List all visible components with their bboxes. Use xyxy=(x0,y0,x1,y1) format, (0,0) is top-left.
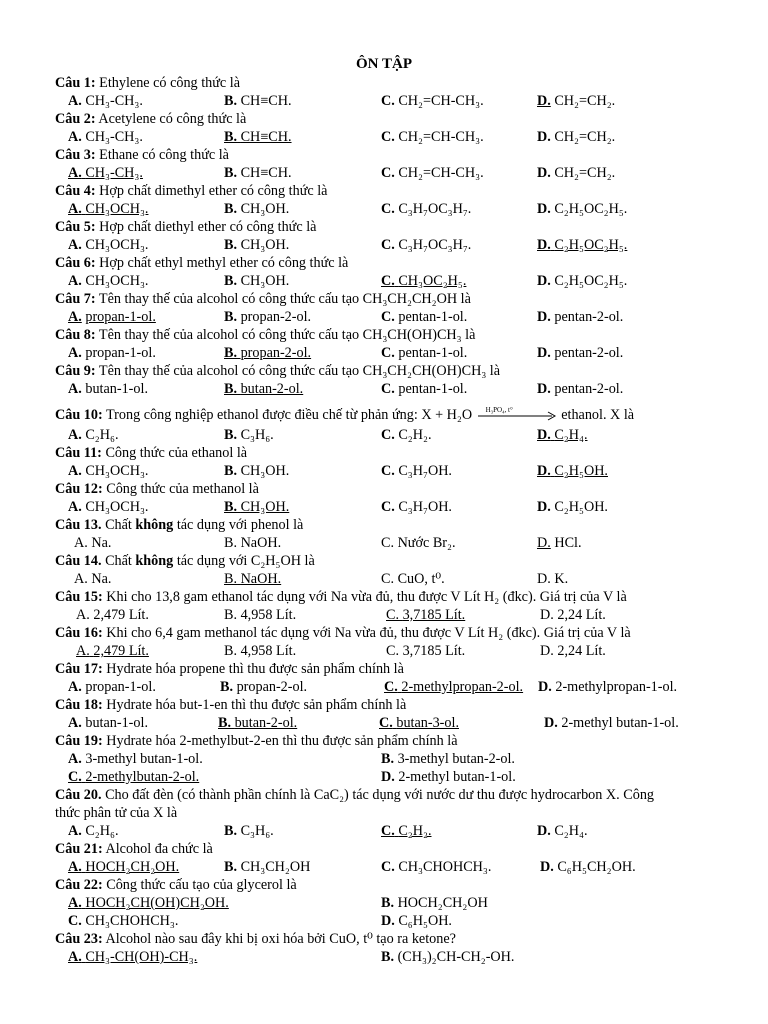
option-c: C. C₂H₂. xyxy=(381,427,432,443)
options-19-row2 xyxy=(0,768,768,786)
option-a: A. CH₃OCH₃. xyxy=(68,237,149,253)
option-b: B. NaOH. xyxy=(224,535,282,551)
question-text: Công thức của methanol là xyxy=(106,481,259,497)
option-d: D. 2-methyl butan-1-ol. xyxy=(544,715,679,731)
option-c: C. Nước Br₂. xyxy=(381,535,456,551)
question-label: Câu 15: xyxy=(55,589,103,605)
option-a: A. CH₃-CH₃. xyxy=(68,93,143,109)
question-text: Hợp chất ethyl methyl ether có công thức là xyxy=(99,255,349,271)
options-4 xyxy=(0,200,768,218)
question-text: Hợp chất dimethyl ether có công thức là xyxy=(99,183,328,199)
options-19-row1 xyxy=(0,750,768,768)
options-15 xyxy=(0,606,768,624)
question-3 xyxy=(55,146,229,164)
option-b: B. CH₃OH. xyxy=(224,273,290,289)
option-c: C. C₂H₂. xyxy=(381,823,432,839)
question-10 xyxy=(55,406,634,424)
option-a: A. propan-1-ol. xyxy=(68,345,156,361)
options-7 xyxy=(0,308,768,326)
arrow-icon xyxy=(476,411,558,421)
option-b: B. 3-methyl butan-2-ol. xyxy=(381,751,515,767)
options-13 xyxy=(0,534,768,552)
option-c: C. 2-methylbutan-2-ol. xyxy=(68,769,200,785)
page-title: ÔN TẬP xyxy=(356,56,412,72)
option-c: C. C₃H₇OH. xyxy=(381,463,452,479)
question-21 xyxy=(55,840,213,858)
question-label: Câu 5: xyxy=(55,219,96,235)
option-c: C. pentan-1-ol. xyxy=(381,381,468,397)
option-d: D. C₂H₄. xyxy=(537,427,588,443)
question-text: Alcohol đa chức là xyxy=(105,841,213,857)
option-a: A. 2,479 Lít. xyxy=(76,643,149,659)
question-label: Câu 14. xyxy=(55,553,102,569)
option-a: A. CH₃OCH₃. xyxy=(68,201,149,217)
question-label: Câu 8: xyxy=(55,327,96,343)
option-d: D. pentan-2-ol. xyxy=(537,345,624,361)
question-label: Câu 3: xyxy=(55,147,96,163)
option-c: C. butan-3-ol. xyxy=(379,715,459,731)
option-d: D. pentan-2-ol. xyxy=(537,381,624,397)
reaction-condition: H₃PO₄, t° xyxy=(485,405,513,414)
options-17 xyxy=(0,678,768,696)
question-5 xyxy=(55,218,316,236)
question-17 xyxy=(55,660,404,678)
question-text: Ethylene có công thức là xyxy=(99,75,240,91)
options-11 xyxy=(0,462,768,480)
option-d: D. C₆H₅OH. xyxy=(381,913,452,929)
question-13: Câu 13. Chất không tác dụng với phenol là xyxy=(55,517,304,533)
question-7 xyxy=(55,290,471,308)
option-d: D. pentan-2-ol. xyxy=(537,309,624,325)
option-c: C. CH₂=CH-CH₃. xyxy=(381,165,484,181)
question-label: Câu 1: xyxy=(55,75,96,91)
options-1 xyxy=(0,92,768,110)
question-text: Alcohol nào sau đây khi bị oxi hóa bởi CuO, t⁰ tạo ra ketone? xyxy=(105,931,456,947)
option-c: C. CH₂=CH-CH₃. xyxy=(381,129,484,145)
option-c: C. pentan-1-ol. xyxy=(381,345,468,361)
question-label: Câu 22: xyxy=(55,877,103,893)
options-22-row1 xyxy=(0,894,768,912)
option-b: B. CH≡CH. xyxy=(224,93,292,109)
option-c: C. C₃H₇OC₃H₇. xyxy=(381,201,472,217)
reaction-arrow xyxy=(476,405,558,423)
options-21 xyxy=(0,858,768,876)
option-d: D. C₂H₅OC₂H₅. xyxy=(537,201,628,217)
options-12 xyxy=(0,498,768,516)
option-c: C. pentan-1-ol. xyxy=(381,309,468,325)
option-d: D. 2,24 Lít. xyxy=(540,607,606,623)
option-b: B. butan-2-ol. xyxy=(218,715,298,731)
question-2 xyxy=(55,110,246,128)
option-a: A. propan-1-ol. xyxy=(68,309,156,325)
options-16 xyxy=(0,642,768,660)
question-text: Tên thay thế của alcohol có công thức cấu tạo CH₃CH(OH)CH₃ là xyxy=(98,327,476,343)
question-label: Câu 16: xyxy=(55,625,103,641)
question-12 xyxy=(55,480,259,498)
option-b: B. C₃H₆. xyxy=(224,427,274,443)
option-b: B. CH₃OH. xyxy=(224,201,290,217)
option-d: D. 2-methylpropan-1-ol. xyxy=(538,679,678,695)
option-a: A. CH₃OCH₃. xyxy=(68,273,149,289)
question-label: Câu 19: xyxy=(55,733,103,749)
option-b: B. CH≡CH. xyxy=(224,129,292,145)
option-b: B. CH₃OH. xyxy=(224,499,290,515)
option-b: B. 4,958 Lít. xyxy=(224,607,297,623)
options-22-row2 xyxy=(0,912,768,930)
question-11 xyxy=(55,444,247,462)
equation-right: ethanol. X là xyxy=(561,407,635,423)
option-d: D. C₂H₅OC₂H₅. xyxy=(537,237,628,253)
option-b: B. CH₃CH₂OH xyxy=(224,859,311,875)
option-d: D. C₆H₅CH₂OH. xyxy=(540,859,636,875)
option-a: A. C₂H₆. xyxy=(68,823,119,839)
option-b: B. CH₃OH. xyxy=(224,237,290,253)
options-6 xyxy=(0,272,768,290)
option-a: A. CH₃OCH₃. xyxy=(68,463,149,479)
question-text: Khi cho 13,8 gam ethanol tác dụng với Na vừa đủ, thu được V Lít H₂ (đkc). Giá trị của V là xyxy=(106,589,627,605)
option-d: D. C₂H₅OH. xyxy=(537,463,608,479)
question-text: Hydrate hóa but-1-en thì thu được sản phẩm chính là xyxy=(106,697,407,713)
question-label: Câu 21: xyxy=(55,841,103,857)
option-b: B. propan-2-ol. xyxy=(224,345,312,361)
question-text: Công thức cấu tạo của glycerol là xyxy=(106,877,297,893)
options-2 xyxy=(0,128,768,146)
option-d: D. HCl. xyxy=(537,535,582,551)
question-22 xyxy=(55,876,297,894)
option-a: A. CH₃OCH₃. xyxy=(68,499,149,515)
option-b: B. CH₃OH. xyxy=(224,463,290,479)
options-20 xyxy=(0,822,768,840)
option-b: B. CH≡CH. xyxy=(224,165,292,181)
option-a: A. butan-1-ol. xyxy=(68,715,148,731)
option-b: B. butan-2-ol. xyxy=(224,381,304,397)
option-c: C. C₃H₇OH. xyxy=(381,499,452,515)
options-10 xyxy=(0,426,768,444)
options-5 xyxy=(0,236,768,254)
question-label: Câu 7: xyxy=(55,291,96,307)
question-18 xyxy=(55,696,406,714)
question-label: Câu 23: xyxy=(55,931,103,947)
options-18 xyxy=(0,714,768,732)
question-19 xyxy=(55,732,458,750)
option-d: D. C₂H₄. xyxy=(537,823,588,839)
option-c: C. CH₃CHOHCH₃. xyxy=(381,859,492,875)
options-3 xyxy=(0,164,768,182)
question-label: Câu 11: xyxy=(55,445,102,461)
question-text: Hydrate hóa 2-methylbut-2-en thì thu được sản phẩm chính là xyxy=(106,733,458,749)
option-d: D. CH₂=CH₂. xyxy=(537,165,616,181)
option-d: D. C₂H₅OH. xyxy=(537,499,608,515)
option-a: A. butan-1-ol. xyxy=(68,381,148,397)
question-text: Công thức của ethanol là xyxy=(105,445,248,461)
option-c: C. 2-methylpropan-2-ol. xyxy=(384,679,524,695)
option-a: A. Na. xyxy=(74,571,112,587)
question-4 xyxy=(55,182,327,200)
question-15 xyxy=(55,588,627,606)
question-label: Câu 17: xyxy=(55,661,103,677)
question-20-cont: thức phân tử của X là xyxy=(55,805,178,821)
option-a: A. CH₃-CH₃. xyxy=(68,165,143,181)
option-d: D. C₂H₅OC₂H₅. xyxy=(537,273,628,289)
option-d: D. 2,24 Lít. xyxy=(540,643,606,659)
question-text: Hợp chất diethyl ether có công thức là xyxy=(99,219,317,235)
question-text: Hydrate hóa propene thì thu được sản phẩm chính là xyxy=(106,661,404,677)
option-a: A. propan-1-ol. xyxy=(68,679,156,695)
options-14 xyxy=(0,570,768,588)
equation-left: X + H₂O xyxy=(421,407,473,423)
option-a: A. CH₃-CH₃. xyxy=(68,129,143,145)
option-b: B. propan-2-ol. xyxy=(224,309,312,325)
question-label: Câu 4: xyxy=(55,183,96,199)
question-label: Câu 13. xyxy=(55,517,102,533)
option-c: C. CH₂=CH-CH₃. xyxy=(381,93,484,109)
question-16 xyxy=(55,624,631,642)
question-23 xyxy=(55,930,456,948)
question-6 xyxy=(55,254,348,272)
question-14: Câu 14. Chất không tác dụng với C₂H₅OH là xyxy=(55,553,315,569)
question-9 xyxy=(55,362,500,380)
option-a: A. CH₃-CH(OH)-CH₃. xyxy=(68,949,198,965)
options-23 xyxy=(0,948,768,966)
option-d: D. CH₂=CH₂. xyxy=(537,93,616,109)
question-20 xyxy=(55,786,654,804)
option-a: A. HOCH₂CH(OH)CH₂OH. xyxy=(68,895,229,911)
options-9 xyxy=(0,380,768,398)
option-d: D. 2-methyl butan-1-ol. xyxy=(381,769,516,785)
question-text: Cho đất đèn (có thành phần chính là CaC₂) tác dụng với nước dư thu được hydrocarbon X. Công xyxy=(105,787,655,803)
question-label: Câu 9: xyxy=(55,363,96,379)
option-c: C. 3,7185 Lít. xyxy=(386,643,466,659)
question-label: Câu 2: xyxy=(55,111,96,127)
option-c: C. CH₃OC₂H₅. xyxy=(381,273,467,289)
option-c: C. CH₃CHOHCH₃. xyxy=(68,913,179,929)
option-a: A. HOCH₂CH₂OH. xyxy=(68,859,180,875)
option-c: C. CuO, t⁰. xyxy=(381,571,445,587)
option-b: B. C₃H₆. xyxy=(224,823,274,839)
option-b: B. HOCH₂CH₂OH xyxy=(381,895,488,911)
question-text: Tên thay thế của alcohol có công thức cấu tạo CH₃CH₂CH(OH)CH₃ là xyxy=(98,363,501,379)
option-a: A. Na. xyxy=(74,535,112,551)
question-label: Câu 18: xyxy=(55,697,103,713)
options-8 xyxy=(0,344,768,362)
question-label: Câu 20. xyxy=(55,787,102,803)
question-8 xyxy=(55,326,475,344)
question-label: Câu 12: xyxy=(55,481,103,497)
question-text: Acetylene có công thức là xyxy=(98,111,247,127)
option-c: C. 3,7185 Lít. xyxy=(386,607,466,623)
question-label: Câu 6: xyxy=(55,255,96,271)
option-b: B. (CH₃)₂CH-CH₂-OH. xyxy=(381,949,515,965)
option-d: D. K. xyxy=(537,571,569,587)
option-c: C. C₃H₇OC₃H₇. xyxy=(381,237,472,253)
option-b: B. 4,958 Lít. xyxy=(224,643,297,659)
question-text: Khi cho 6,4 gam methanol tác dụng với Na vừa đủ, thu được V Lít H₂ (đkc). Giá trị của V là xyxy=(106,625,631,641)
option-a: A. 3-methyl butan-1-ol. xyxy=(68,751,203,767)
question-1 xyxy=(55,74,240,92)
question-text: Trong công nghiệp ethanol được điều chế từ phản ứng: xyxy=(106,407,418,423)
option-b: B. NaOH. xyxy=(224,571,282,587)
question-text: Tên thay thế của alcohol có công thức cấu tạo CH₃CH₂CH₂OH là xyxy=(98,291,471,307)
question-label: Câu 10: xyxy=(55,407,103,423)
option-a: A. 2,479 Lít. xyxy=(76,607,149,623)
option-b: B. propan-2-ol. xyxy=(220,679,308,695)
question-text: Ethane có công thức là xyxy=(99,147,229,163)
option-a: A. C₂H₆. xyxy=(68,427,119,443)
option-d: D. CH₂=CH₂. xyxy=(537,129,616,145)
